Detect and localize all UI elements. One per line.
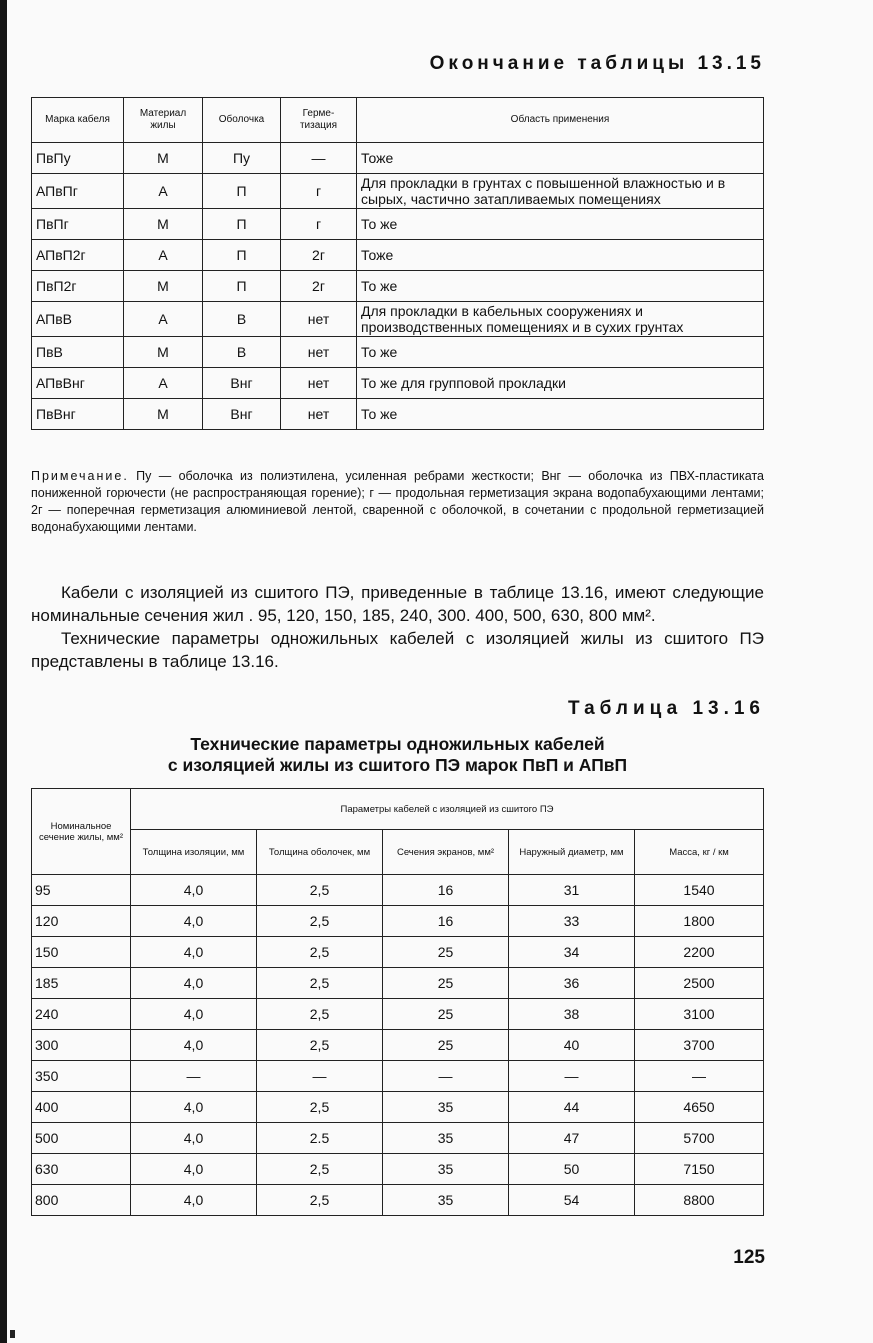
cross-section-cell: 400 [32,1092,131,1123]
outer-diameter-cell: 36 [509,968,635,999]
insulation-thickness-cell: 4,0 [131,968,257,999]
conductor-material-cell: М [124,271,203,302]
sealing-cell: 2г [281,240,357,271]
table-row [32,143,764,174]
column-header: Марка кабеля [32,98,124,143]
screen-section-cell: 25 [383,937,509,968]
column-header: Масса, кг / км [635,830,764,875]
table-title-line: Технические параметры одножильных кабелей [190,734,605,754]
sheath-cell: П [203,271,281,302]
table-title-line: с изоляцией жилы из сшитого ПЭ марок ПвП и АПвП [167,755,628,775]
conductor-material-cell: М [124,337,203,368]
screen-section-cell: 25 [383,968,509,999]
screen-section-cell: 16 [383,875,509,906]
table-row [32,209,764,240]
application-cell: То же [357,271,764,302]
sheath-thickness-cell: 2,5 [257,875,383,906]
outer-diameter-cell: 34 [509,937,635,968]
scan-corner-mark [10,1330,15,1338]
cross-section-cell: 120 [32,906,131,937]
table-note [31,468,764,536]
conductor-material-cell: А [124,240,203,271]
sheath-thickness-cell: 2,5 [257,906,383,937]
application-cell: То же для групповой прокладки [357,368,764,399]
application-cell: То же [357,209,764,240]
table-row [32,302,764,337]
mass-cell: 4650 [635,1092,764,1123]
application-cell: То же [357,399,764,430]
table-row [32,174,764,209]
application-cell: Тоже [357,240,764,271]
body-paragraph: Кабели с изоляцией из сшитого ПЭ, приведенные в таблице 13.16, имеют следующие номинальные сечения жил . 95, 120, 150, 185, 240, 300. 400, 500, 630, 800 мм². [31,583,764,625]
screen-section-cell: 35 [383,1123,509,1154]
page-number: 125 [733,1247,765,1268]
outer-diameter-cell: 44 [509,1092,635,1123]
cross-section-cell: 300 [32,1030,131,1061]
sealing-cell: нет [281,337,357,368]
sealing-cell: 2г [281,271,357,302]
sheath-cell: Внг [203,368,281,399]
outer-diameter-cell: 38 [509,999,635,1030]
conductor-material-cell: М [124,143,203,174]
cross-section-cell: 500 [32,1123,131,1154]
body-paragraph: Технические параметры одножильных кабелей с изоляцией жилы из сшитого ПЭ представлены в таблице 13.16. [31,629,764,671]
mass-cell: 5700 [635,1123,764,1154]
cross-section-cell: 350 [32,1061,131,1092]
mass-cell: 1800 [635,906,764,937]
sheath-cell: П [203,209,281,240]
screen-section-cell: 35 [383,1154,509,1185]
cross-section-cell: 800 [32,1185,131,1216]
cable-brand-cell: ПвВнг [32,399,124,430]
insulation-thickness-cell: 4,0 [131,999,257,1030]
cable-brand-cell: ПвПг [32,209,124,240]
screen-section-cell: 16 [383,906,509,937]
screen-section-cell: 35 [383,1092,509,1123]
sheath-cell: Внг [203,399,281,430]
table-row [32,1030,764,1061]
cross-section-cell: 240 [32,999,131,1030]
cross-section-cell: 630 [32,1154,131,1185]
mass-cell: 1540 [635,875,764,906]
insulation-thickness-cell: 4,0 [131,875,257,906]
insulation-thickness-cell: 4,0 [131,1154,257,1185]
sheath-cell: В [203,302,281,337]
sealing-cell: нет [281,399,357,430]
sealing-cell: г [281,209,357,240]
conductor-material-cell: М [124,209,203,240]
screen-section-cell: 25 [383,999,509,1030]
table-row [32,906,764,937]
outer-diameter-cell: 47 [509,1123,635,1154]
conductor-material-cell: А [124,302,203,337]
sheath-thickness-cell: 2.5 [257,1123,383,1154]
cross-section-cell: 185 [32,968,131,999]
table-header-row [32,98,764,143]
insulation-thickness-cell: 4,0 [131,1185,257,1216]
mass-cell: 3700 [635,1030,764,1061]
sheath-thickness-cell: 2,5 [257,1154,383,1185]
sealing-cell: — [281,143,357,174]
mass-cell: 7150 [635,1154,764,1185]
sealing-cell: нет [281,368,357,399]
table-row [32,337,764,368]
cable-brand-cell: ПвП2г [32,271,124,302]
column-header: Толщина оболочек, мм [257,830,383,875]
table-row [32,399,764,430]
table-row [32,368,764,399]
cross-section-cell: 150 [32,937,131,968]
column-header: Наружный диаметр, мм [509,830,635,875]
outer-diameter-cell: 54 [509,1185,635,1216]
outer-diameter-cell: 31 [509,875,635,906]
mass-cell: 3100 [635,999,764,1030]
column-group-header: Параметры кабелей с изоляцией из сшитого ПЭ [131,789,764,830]
cable-brand-cell: АПвВ [32,302,124,337]
insulation-thickness-cell: 4,0 [131,1123,257,1154]
mass-cell: 2200 [635,937,764,968]
table-title [31,734,764,776]
sheath-thickness-cell: 2,5 [257,1185,383,1216]
sheath-thickness-cell: 2,5 [257,1092,383,1123]
outer-diameter-cell: 50 [509,1154,635,1185]
screen-section-cell: 25 [383,1030,509,1061]
insulation-thickness-cell: 4,0 [131,1092,257,1123]
cross-section-cell: 95 [32,875,131,906]
application-cell: Тоже [357,143,764,174]
outer-diameter-cell: 33 [509,906,635,937]
mass-cell: 8800 [635,1185,764,1216]
application-cell: Для прокладки в грунтах с повышенной влажностью и в сырых, частично затапливаемых помещениях [357,174,764,209]
insulation-thickness-cell: 4,0 [131,937,257,968]
screen-section-cell: 35 [383,1185,509,1216]
cable-brand-cell: АПвПг [32,174,124,209]
sealing-cell: нет [281,302,357,337]
outer-diameter-cell: 40 [509,1030,635,1061]
table-continuation-title: Окончание таблицы 13.15 [429,53,765,74]
outer-diameter-cell: — [509,1061,635,1092]
insulation-thickness-cell: 4,0 [131,1030,257,1061]
table-label: Таблица 13.16 [567,698,765,719]
application-cell: То же [357,337,764,368]
sheath-cell: П [203,240,281,271]
conductor-material-cell: М [124,399,203,430]
sheath-thickness-cell: — [257,1061,383,1092]
column-header: Толщина изоляции, мм [131,830,257,875]
table-13-15 [31,97,764,430]
conductor-material-cell: А [124,174,203,209]
table-row [32,240,764,271]
cable-brand-cell: ПвПу [32,143,124,174]
application-cell: Для прокладки в кабельных сооружениях и производственных помещениях и в сухих грунтах [357,302,764,337]
table-row [32,1154,764,1185]
sheath-thickness-cell: 2,5 [257,1030,383,1061]
conductor-material-cell: А [124,368,203,399]
table-row [32,1185,764,1216]
sheath-thickness-cell: 2,5 [257,968,383,999]
table-row [32,271,764,302]
column-header: Герме-тизация [281,98,357,143]
page-edge-shadow [0,0,7,1343]
table-row [32,1123,764,1154]
sheath-cell: В [203,337,281,368]
sheath-cell: П [203,174,281,209]
column-header: Материал жилы [124,98,203,143]
note-text: Пу — оболочка из полиэтилена, усиленная ребрами жесткости; Внг — оболочка из ПВХ-пластиката пониженной горючести (не распространяющая горение); г — продольная герметизация экрана водопабухающими лентами; 2г — поперечная герметизация алюминиевой лентой, сваренной с оболочкой, в сочетании с продольной герметизацией водонабухающими лентами. [31,469,764,534]
sheath-thickness-cell: 2,5 [257,937,383,968]
table-row [32,1092,764,1123]
sheath-thickness-cell: 2,5 [257,999,383,1030]
column-header: Номинальное сечение жилы, мм² [32,789,131,875]
cable-brand-cell: ПвВ [32,337,124,368]
cable-brand-cell: АПвП2г [32,240,124,271]
screen-section-cell: — [383,1061,509,1092]
sheath-cell: Пу [203,143,281,174]
column-header: Оболочка [203,98,281,143]
table-row [32,937,764,968]
table-row [32,999,764,1030]
mass-cell: — [635,1061,764,1092]
column-header: Область применения [357,98,764,143]
sealing-cell: г [281,174,357,209]
insulation-thickness-cell: — [131,1061,257,1092]
table-row [32,1061,764,1092]
table-header-row [32,789,764,830]
insulation-thickness-cell: 4,0 [131,906,257,937]
mass-cell: 2500 [635,968,764,999]
note-lead: Примечание. [31,469,129,483]
column-header: Сечения экранов, мм² [383,830,509,875]
table-row [32,968,764,999]
cable-brand-cell: АПвВнг [32,368,124,399]
table-subheader-row [32,830,764,875]
table-13-16 [31,788,764,1216]
table-row [32,875,764,906]
